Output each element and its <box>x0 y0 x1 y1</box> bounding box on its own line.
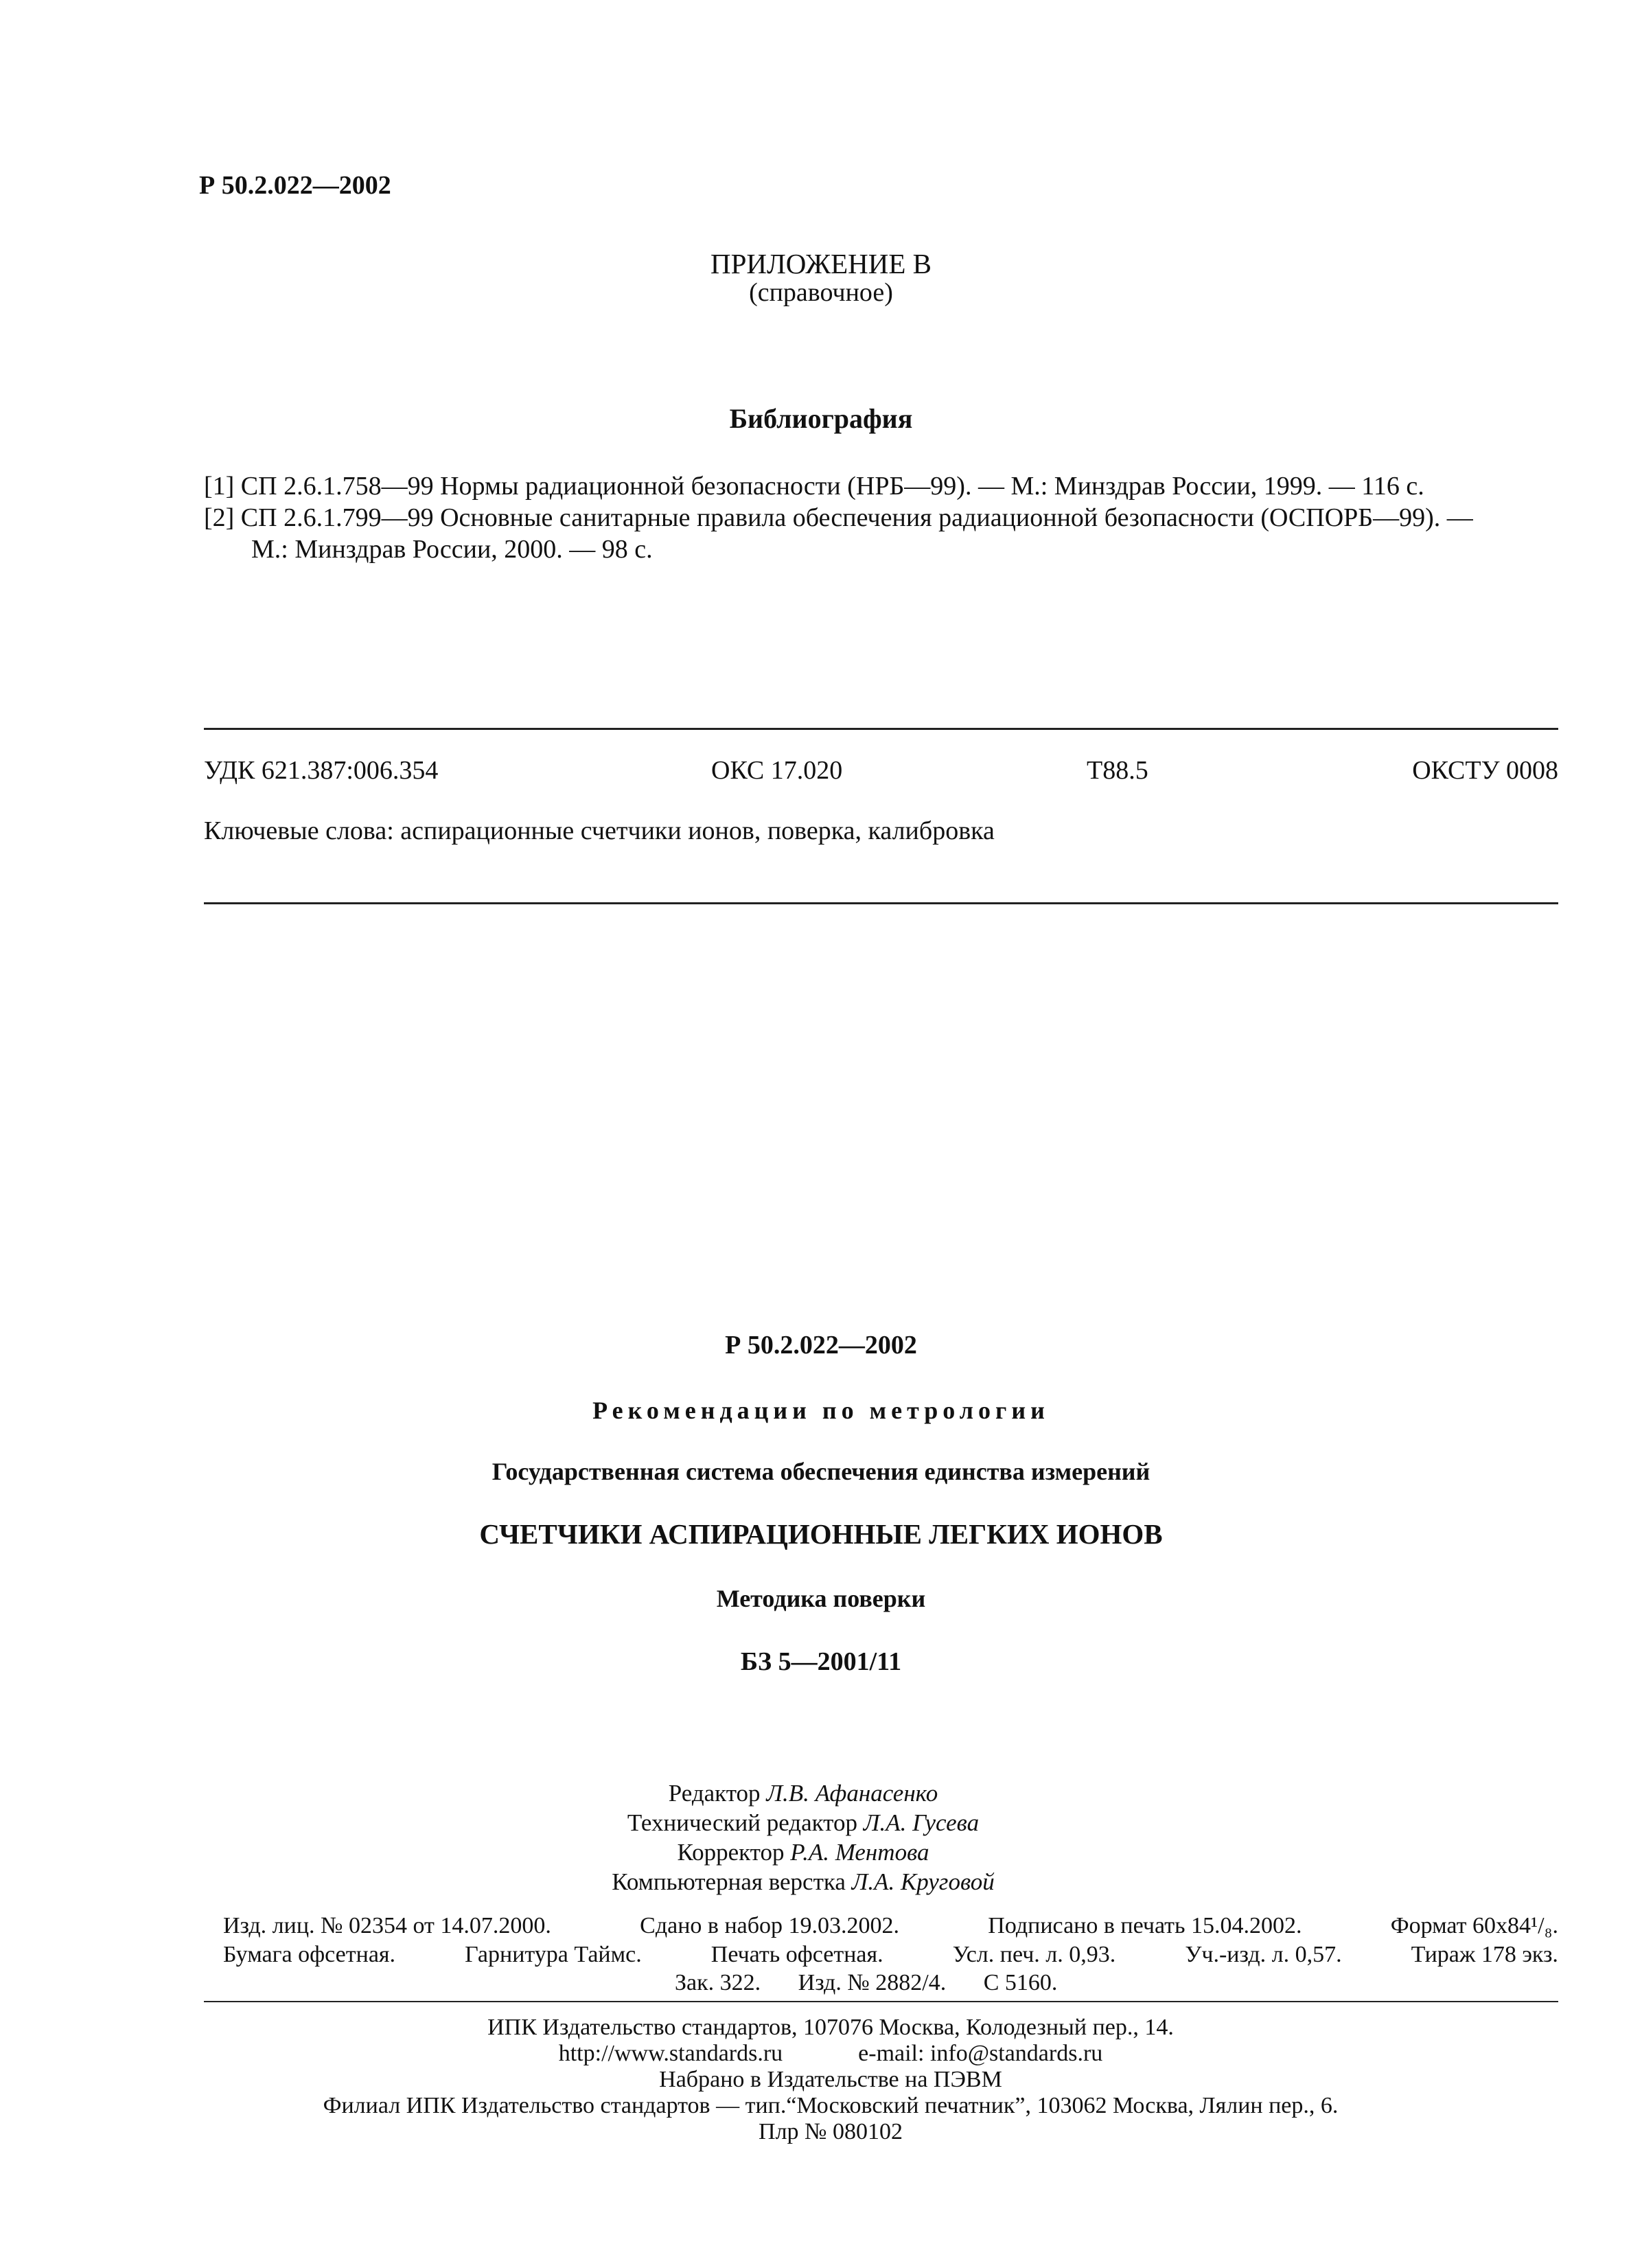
method-title: Методика поверки <box>716 1585 926 1612</box>
appendix-title: ПРИЛОЖЕНИЕ В <box>710 248 932 279</box>
publisher-contacts <box>0 2041 1642 2067</box>
publisher-license: Плр № 080102 <box>759 2119 903 2144</box>
credit-name: Л.В. Афанасенко <box>766 1780 938 1807</box>
okstu-code: ОКСТУ 0008 <box>1412 756 1558 785</box>
oks-code: ОКС 17.020 <box>711 756 843 785</box>
imprint-font: Гарнитура Таймс. <box>465 1942 642 1967</box>
credit-editor <box>0 1780 1606 1807</box>
imprint-signed: Подписано в печать 15.04.2002. <box>988 1913 1302 1938</box>
credit-name: Р.А. Ментова <box>790 1839 929 1866</box>
credit-role: Редактор <box>668 1780 767 1807</box>
keywords: Ключевые слова: аспирационные счетчики ионов, поверка, калибровка <box>204 816 995 845</box>
credit-layout <box>0 1868 1606 1896</box>
imprint-run: Тираж 178 экз. <box>1411 1942 1558 1967</box>
publisher-address: ИПК Издательство стандартов, 107076 Москва, Колодезный пер., 14. <box>487 2015 1174 2040</box>
bibliography-item-1: [1] СП 2.6.1.758—99 Нормы радиационной безопасности (НРБ—99). — М.: Минздрав России, 1999. — 116 с. <box>204 472 1424 501</box>
imprint-sheets: Усл. печ. л. 0,93. <box>952 1942 1116 1967</box>
bz-code: БЗ 5—2001/11 <box>740 1647 902 1676</box>
appendix-subtitle: (справочное) <box>749 278 893 307</box>
imprint-row-1 <box>223 1913 1558 1939</box>
credit-role: Корректор <box>677 1839 791 1866</box>
imprint-row-2 <box>223 1942 1558 1968</box>
imprint-print: Печать офсетная. <box>710 1942 883 1967</box>
imprint-submitted: Сдано в набор 19.03.2002. <box>640 1913 900 1938</box>
main-title: СЧЕТЧИКИ АСПИРАЦИОННЫЕ ЛЕГКИХ ИОНОВ <box>479 1518 1163 1550</box>
bibliography-item-2: [2] СП 2.6.1.799—99 Основные санитарные правила обеспечения радиационной безопасности (ОСПОРБ—99). — <box>204 503 1473 532</box>
bibliography-item-2-continuation: М.: Минздрав России, 2000. — 98 с. <box>251 535 653 564</box>
gss-title: Государственная система обеспечения единства измерений <box>492 1458 1150 1485</box>
imprint-pub-sheets: Уч.-изд. л. 0,57. <box>1185 1942 1342 1967</box>
bibliography-heading: Библиография <box>729 403 913 434</box>
recommendation-title: Рекомендации по метрологии <box>592 1397 1050 1424</box>
credit-corrector <box>0 1839 1606 1866</box>
credit-name: Л.А. Круговой <box>851 1868 995 1895</box>
imprint-divider <box>204 2001 1558 2002</box>
imprint-format: Формат 60х84¹/₈. <box>1390 1913 1558 1938</box>
publisher-website[interactable]: http://www.standards.ru <box>558 2041 783 2066</box>
credit-role: Технический редактор <box>627 1809 864 1836</box>
credit-name: Л.А. Гусева <box>863 1809 980 1836</box>
credit-tech-editor <box>0 1809 1606 1837</box>
udk-code: УДК 621.387:006.354 <box>204 756 439 785</box>
bottom-divider <box>204 902 1558 904</box>
imprint-paper: Бумага офсетная. <box>223 1942 396 1967</box>
imprint-edition: Изд. № 2882/4. <box>798 1970 947 1995</box>
imprint-row-3 <box>675 1970 1089 1996</box>
document-code-header: Р 50.2.022—2002 <box>199 171 391 200</box>
colophon-doc-code: Р 50.2.022—2002 <box>725 1331 917 1360</box>
publisher-branch: Филиал ИПК Издательство стандартов — тип.“Московский печатник”, 103062 Москва, Лялин пер., 6. <box>323 2093 1339 2118</box>
t-code: Т88.5 <box>1087 756 1148 785</box>
publisher-email[interactable]: e-mail: info@standards.ru <box>858 2041 1103 2066</box>
imprint-license: Изд. лиц. № 02354 от 14.07.2000. <box>223 1913 551 1938</box>
imprint-code: С 5160. <box>983 1970 1058 1995</box>
imprint-order: Зак. 322. <box>675 1970 761 1995</box>
top-divider <box>204 728 1558 730</box>
credit-role: Компьютерная верстка <box>612 1868 852 1895</box>
publisher-typeset: Набрано в Издательстве на ПЭВМ <box>659 2067 1002 2092</box>
